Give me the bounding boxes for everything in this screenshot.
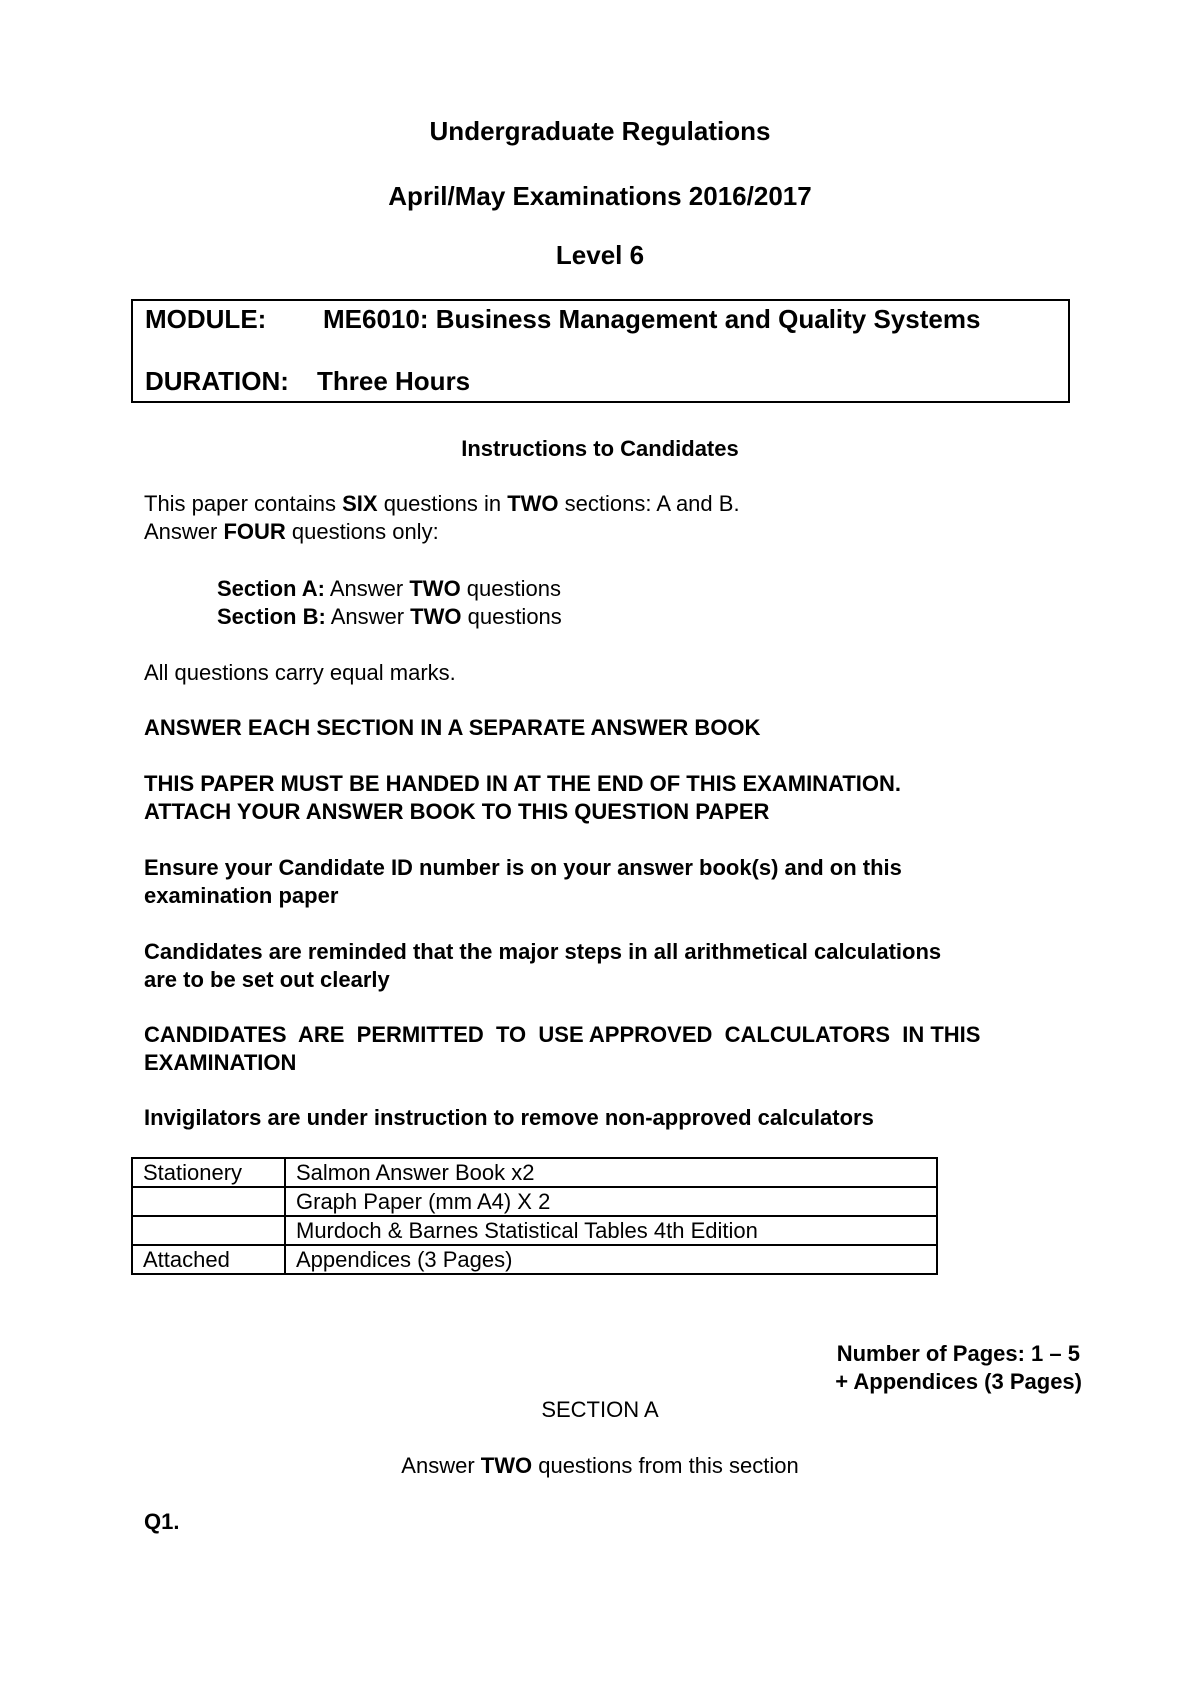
- calculators-permitted-2: EXAMINATION: [144, 1050, 297, 1075]
- module-value: ME6010: Business Management and Quality Systems: [323, 304, 981, 334]
- table-cell: [132, 1216, 285, 1245]
- paper-contains-text: This paper contains SIX questions in TWO sections: A and B.: [144, 491, 740, 516]
- table-row: [132, 1216, 937, 1245]
- table-cell: Salmon Answer Book x2: [285, 1158, 937, 1187]
- question-1-label: Q1.: [144, 1509, 180, 1534]
- instructions-title: Instructions to Candidates: [461, 436, 739, 461]
- table-cell: Graph Paper (mm A4) X 2: [285, 1187, 937, 1216]
- section-b-instruction: Section B: Answer TWO questions: [217, 604, 562, 629]
- separate-book-notice: ANSWER EACH SECTION IN A SEPARATE ANSWER BOOK: [144, 715, 761, 740]
- stationery-table: [131, 1157, 938, 1275]
- table-cell: Attached: [132, 1245, 285, 1274]
- number-of-pages: Number of Pages: 1 – 5: [836, 1341, 1080, 1366]
- exam-session-title: April/May Examinations 2016/2017: [388, 181, 812, 211]
- section-a-instruction-text: Answer TWO questions from this section: [401, 1453, 799, 1478]
- hand-in-notice-1: THIS PAPER MUST BE HANDED IN AT THE END OF THIS EXAMINATION.: [144, 771, 901, 796]
- module-info-box: [131, 299, 1070, 403]
- invigilators-notice: Invigilators are under instruction to remove non-approved calculators: [144, 1105, 874, 1130]
- duration-label: DURATION:: [145, 366, 289, 396]
- table-cell: Murdoch & Barnes Statistical Tables 4th Edition: [285, 1216, 937, 1245]
- candidate-id-notice-1: Ensure your Candidate ID number is on your answer book(s) and on this: [144, 855, 902, 880]
- calculations-notice-2: are to be set out clearly: [144, 967, 390, 992]
- duration-value: Three Hours: [317, 366, 471, 396]
- table-row: [132, 1245, 937, 1274]
- table-cell: Appendices (3 Pages): [285, 1245, 937, 1274]
- module-label: MODULE:: [145, 304, 267, 334]
- table-row: [132, 1187, 937, 1216]
- duration-row: [145, 366, 470, 397]
- table-row: [132, 1158, 937, 1187]
- regulations-title: Undergraduate Regulations: [429, 116, 771, 146]
- answer-four-text: Answer FOUR questions only:: [144, 519, 439, 544]
- section-a-heading: SECTION A: [541, 1397, 659, 1422]
- table-cell: Stationery: [132, 1158, 285, 1187]
- equal-marks-text: All questions carry equal marks.: [144, 660, 456, 685]
- candidate-id-notice-2: examination paper: [144, 883, 339, 908]
- hand-in-notice-2: ATTACH YOUR ANSWER BOOK TO THIS QUESTION PAPER: [144, 799, 770, 824]
- appendices-pages: + Appendices (3 Pages): [835, 1369, 1082, 1394]
- module-row: [145, 304, 980, 335]
- level-title: Level 6: [555, 240, 645, 270]
- table-cell: [132, 1187, 285, 1216]
- section-a-instruction: Section A: Answer TWO questions: [217, 576, 561, 601]
- calculations-notice-1: Candidates are reminded that the major steps in all arithmetical calculations: [144, 939, 942, 964]
- calculators-permitted-1: CANDIDATES ARE PERMITTED TO USE APPROVED CALCULATORS IN THIS: [144, 1022, 981, 1047]
